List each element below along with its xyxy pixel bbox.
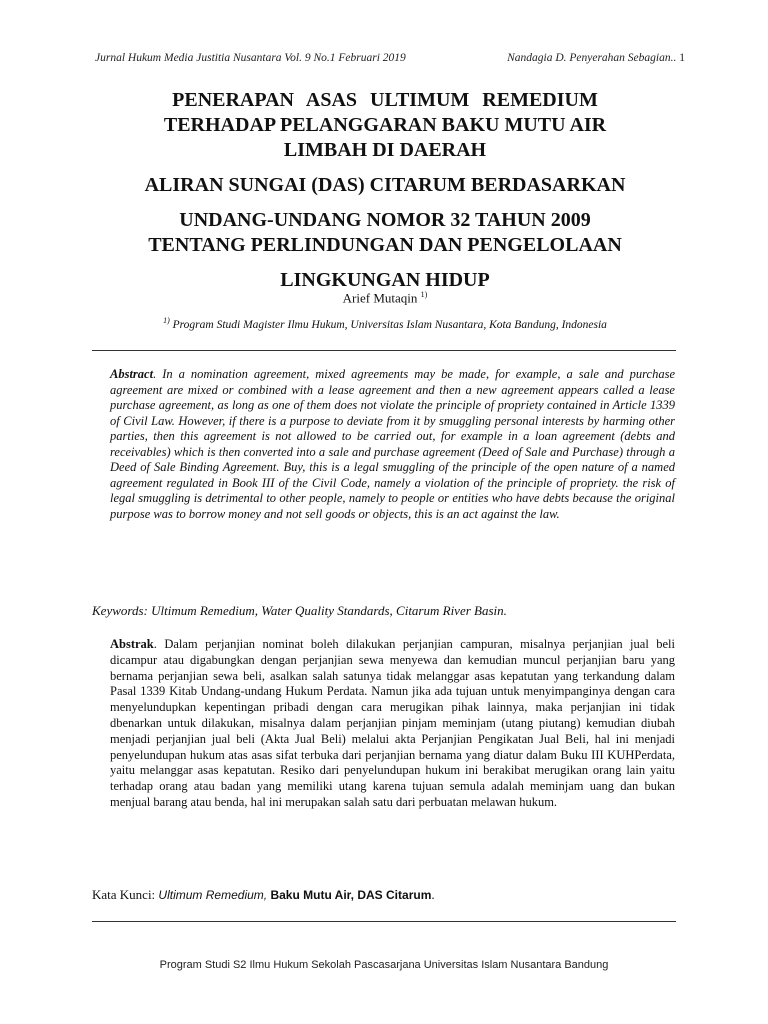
kata-kunci-end: . bbox=[431, 887, 435, 902]
abstrak-label: Abstrak bbox=[110, 637, 154, 651]
abstract-indonesian bbox=[110, 637, 675, 811]
author-marker: 1) bbox=[420, 290, 428, 299]
title-line-5: UNDANG-UNDANG NOMOR 32 TAHUN 2009 bbox=[179, 209, 591, 231]
author-name: Arief Mutaqin bbox=[342, 290, 418, 306]
author-line bbox=[90, 290, 680, 306]
top-divider bbox=[92, 350, 676, 351]
page-footer: Program Studi S2 Ilmu Hukum Sekolah Pascasarjana Universitas Islam Nusantara Bandung bbox=[159, 959, 609, 971]
kata-kunci-label: Kata Kunci: bbox=[92, 887, 159, 902]
journal-citation: Jurnal Hukum Media Justitia Nusantara Vol. 9 No.1 Februari 2019 bbox=[95, 52, 406, 64]
affiliation bbox=[90, 316, 680, 331]
title-line-3: LIMBAH DI DAERAH bbox=[283, 139, 487, 161]
title-line-1: PENERAPAN ASAS ULTIMUM REMEDIUM bbox=[172, 89, 598, 111]
bottom-divider bbox=[92, 921, 676, 922]
kata-kunci-bold: Baku Mutu Air, DAS Citarum bbox=[270, 888, 432, 902]
abstract-label: Abstract bbox=[110, 367, 154, 381]
running-author bbox=[507, 52, 685, 64]
abstract-text: . In a nomination agreement, mixed agreements may be made, for example, a sale and purchase agreement are mixed or combined with a lease agreement and then a new agreement appears called a lease purchase agreement, as long as one of them does not violate the principle of propriety contained in Article 1339 of Civil Law. However, if there is a purpose to deviate from it by smuggling personal interests by harming other parties, then this agreement is not allowed to be carried out, for example in a loan agreement (debts and receivables) which is then converted into a sale and purchase agreement (Deed of Sale and Purchase) through a Deed of Sale Binding Agreement. Buy, this is a legal smuggling of the principle of the open nature of a named agreement regulated in Book III of the Civil Code, namely a violation of the principle of propriety. the risk of legal smuggling is detrimental to other people, namely to people or entities who have debts because the original purpose was to borrow money and not sell goods or objects, this is an act against the law. bbox=[110, 367, 675, 521]
title-line-6: TENTANG PERLINDUNGAN DAN PENGELOLAAN bbox=[148, 234, 622, 256]
affiliation-text: Program Studi Magister Ilmu Hukum, Universitas Islam Nusantara, Kota Bandung, Indonesia bbox=[172, 318, 607, 331]
paper-title bbox=[90, 88, 680, 293]
running-author-text: Nandagia D. Penyerahan Sebagian.. bbox=[507, 52, 677, 64]
abstrak-text: . Dalam perjanjian nominat boleh dilakukan perjanjian campuran, misalnya perjanjian jual beli dicampur atau digabungkan dengan perjanjian sewa menyewa dan kemudian muncul perjanjian baru yang bernama perjanjian sewa beli, asalkan salah satunya tidak melanggar asas kepatutan yang terkandung dalam Pasal 1339 Kitab Undang-undang Hukum Perdata. Namun jika ada tujuan untuk menyimpanginya dengan cara menyelundupkan kepentingan pribadi dengan cara merugikan pihak lainnya, maka perjanjian ini tidak dbenarkan untuk dilakukan, misalnya dalam perjanjian pinjam meminjam (utang piutang) kemudian diubah menjadi perjanjian jual beli (Akta Jual Beli) melalui akta Perjanjian Pengikatan Jual Beli, hal ini menjadi penyelundupan hukum atas asas sifat terbuka dari perjanjian bernama yang diatur dalam Buku III KUHPerdata, yaitu melanggar asas kepatutan. Resiko dari penyelundupan hukum ini berakibat merugikan orang lain yaitu terhadap orang atau badan yang memiliki utang karena tujuan semula adalah meminjam uang dan bukan menjual barang atau benda, hal ini merupakan salah satu dari perbuatan melawan hukum. bbox=[110, 637, 675, 809]
title-line-7: LINGKUNGAN HIDUP bbox=[280, 269, 490, 291]
affiliation-marker: 1) bbox=[163, 316, 170, 325]
keywords: Keywords: Ultimum Remedium, Water Quality Standards, Citarum River Basin. bbox=[92, 603, 507, 618]
title-line-4: ALIRAN SUNGAI (DAS) CITARUM BERDASARKAN bbox=[144, 174, 626, 196]
kata-kunci bbox=[92, 887, 682, 903]
title-line-2: TERHADAP PELANGGARAN BAKU MUTU AIR bbox=[163, 114, 607, 136]
page-number: 1 bbox=[679, 52, 685, 64]
kata-kunci-italic: Ultimum Remedium, bbox=[158, 888, 271, 902]
abstract-english bbox=[110, 367, 675, 522]
